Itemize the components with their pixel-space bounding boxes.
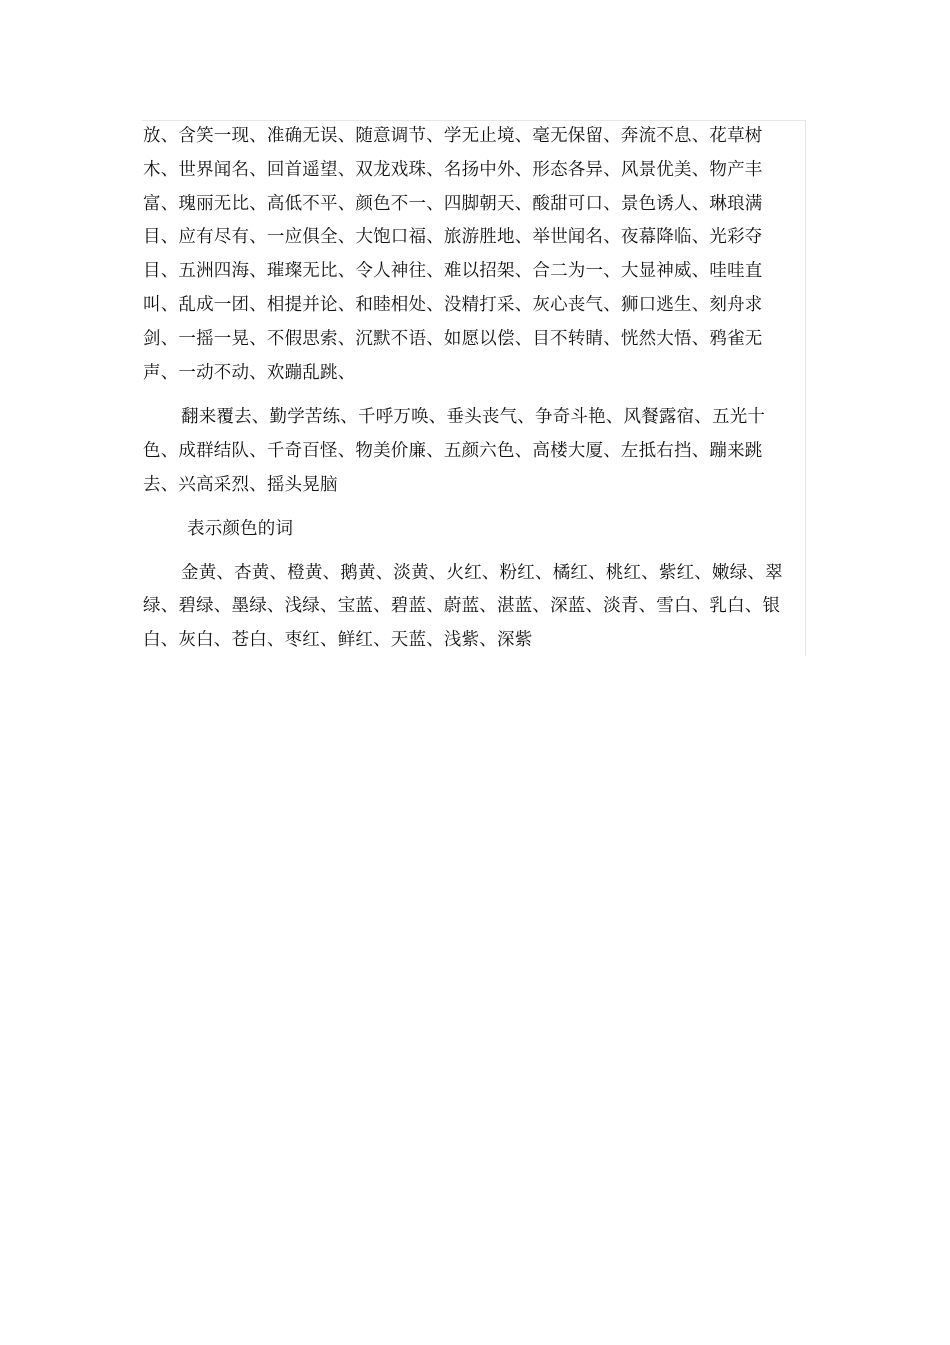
idiom-paragraph-2: 翻来覆去、勤学苦练、千呼万唤、垂头丧气、争奇斗艳、风餐露宿、五光十色、成群结队、千奇百怪、物美价廉、五颜六色、高楼大厦、左抵右挡、蹦来跳去、兴高采烈、摇头晃脑	[143, 407, 766, 495]
color-words-paragraph: 金黄、杏黄、橙黄、鹅黄、淡黄、火红、粉红、橘红、桃红、紫红、嫩绿、翠绿、碧绿、墨绿、浅绿、宝蓝、碧蓝、蔚蓝、湛蓝、深蓝、淡青、雪白、乳白、银白、灰白、苍白、枣红、鲜红、天蓝、浅紫、深紫	[143, 562, 783, 651]
color-words-heading: 表示颜色的词	[187, 518, 294, 539]
text-block	[143, 120, 783, 658]
idiom-paragraph-1: 放、含笑一现、准确无误、随意调节、学无止境、毫无保留、奔流不息、花草树木、世界闻名、回首遥望、双龙戏珠、名扬中外、形态各异、风景优美、物产丰富、瑰丽无比、高低不平、颜色不一、四脚朝天、酸甜可口、景色诱人、琳琅满目、应有尽有、一应俱全、大饱口福、旅游胜地、举世闻名、夜幕降临、光彩夺目、五洲四海、璀璨无比、令人神往、难以招架、合二为一、大显神威、哇哇直叫、乱成一团、相提并论、和睦相处、没精打采、灰心丧气、狮口逃生、刻舟求剑、一摇一晃、不假思索、沉默不语、如愿以偿、目不转睛、恍然大悟、鸦雀无声、一动不动、欢蹦乱跳、	[143, 126, 763, 383]
